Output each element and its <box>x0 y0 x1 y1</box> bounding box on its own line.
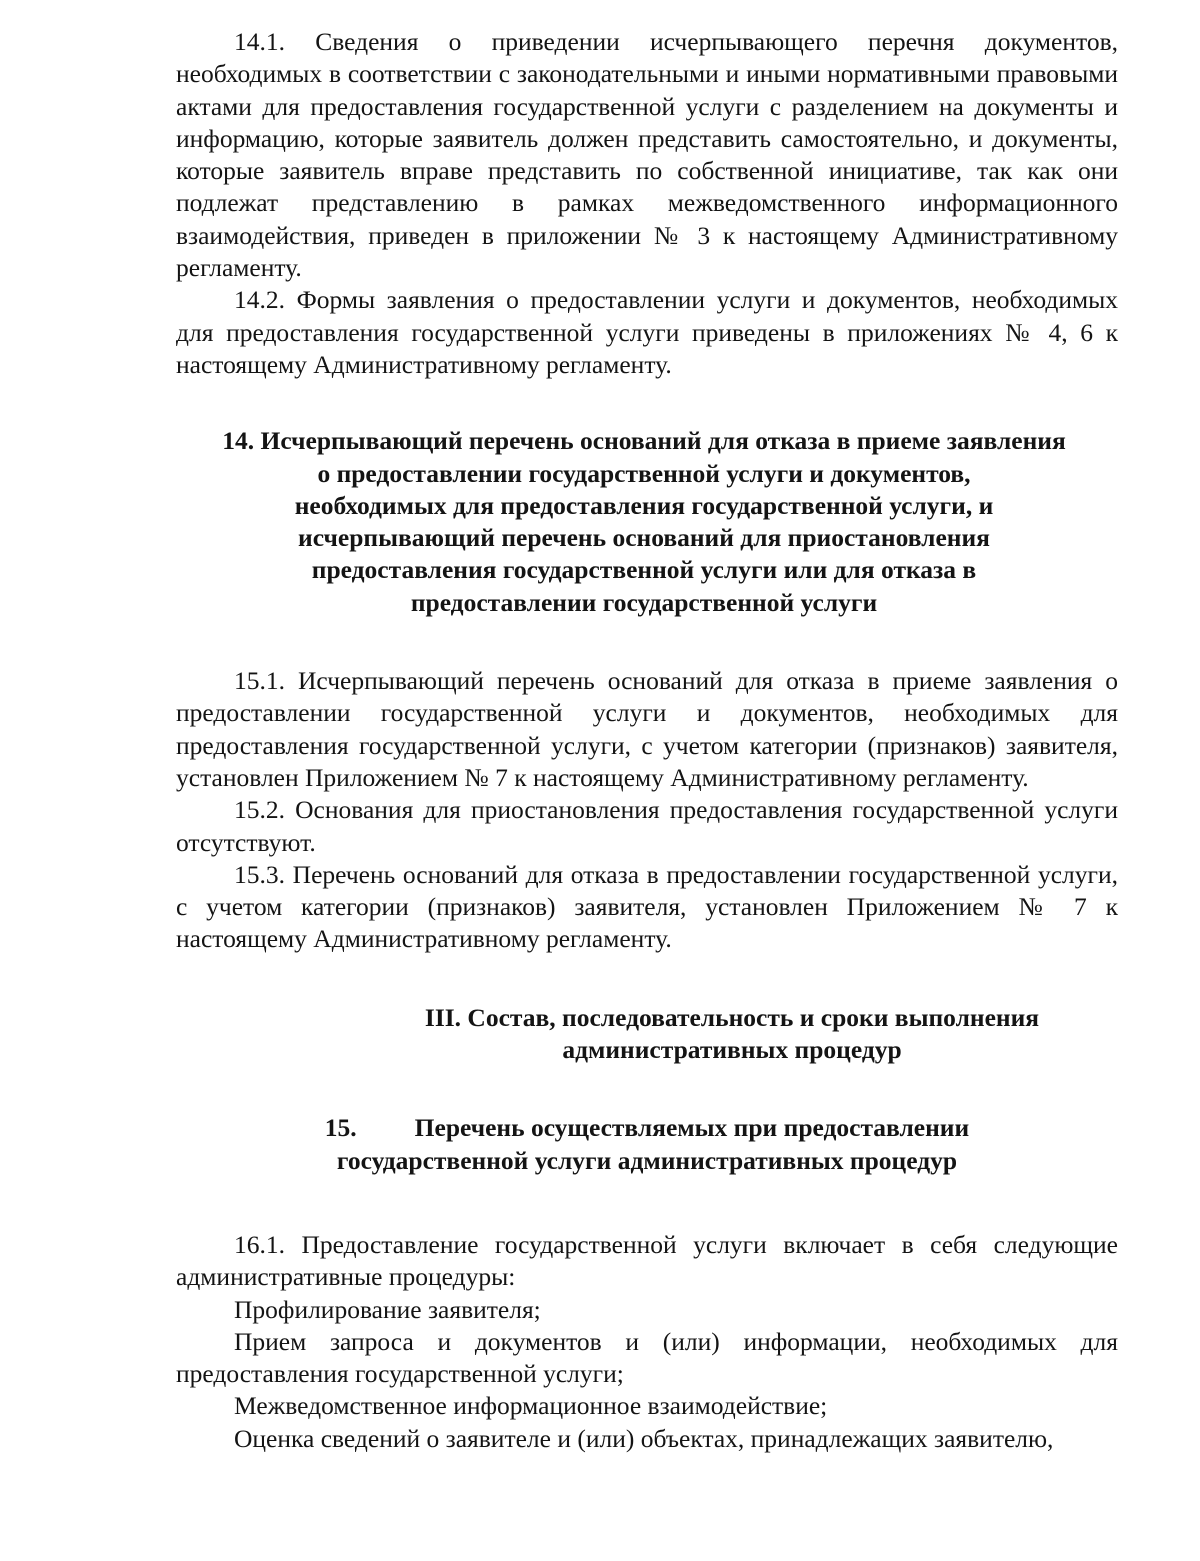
heading-line: исчерпывающий перечень оснований для приостановления <box>298 523 990 553</box>
heading-text: Перечень осуществляемых при предоставлении <box>414 1113 970 1143</box>
heading-line: о предоставлении государственной услуги и документов, <box>317 458 971 488</box>
section-heading-14 <box>170 425 1118 619</box>
paragraph-16-1: 16.1. Предоставление государственной услуги включает в себя следующие административные процедуры: <box>176 1229 1118 1292</box>
heading-line: предоставлении государственной услуги <box>410 587 878 617</box>
section-heading-15 <box>176 1112 1118 1177</box>
list-item: Прием запроса и документов и (или) информации, необходимых для предоставления государственной услуги; <box>176 1326 1118 1389</box>
heading-line: 14. Исчерпывающий перечень оснований для отказа в приеме заявления <box>222 426 1066 456</box>
heading-line: государственной услуги административных процедур <box>336 1145 958 1175</box>
paragraph-15-3: 15.3. Перечень оснований для отказа в предоставлении государственной услуги, с учетом категории (признаков) заявителя, установлен Приложением № 7 к настоящему Административному регламенту. <box>176 859 1118 954</box>
heading-line: необходимых для предоставления государственной услуги, и <box>294 490 994 520</box>
paragraph-15-2: 15.2. Основания для приостановления предоставления государственной услуги отсутствуют. <box>176 795 1118 857</box>
heading-line: административных процедур <box>562 1035 902 1065</box>
paragraph-14-2: 14.2. Формы заявления о предоставлении услуги и документов, необходимых для предоставления государственной услуги приведены в приложениях № 4, 6 к настоящему Административному регламенту. <box>176 285 1118 379</box>
heading-line: предоставления государственной услуги или для отказа в <box>311 555 977 585</box>
heading-line <box>176 1112 1118 1144</box>
list-item: Межведомственное информационное взаимодействие; <box>234 1391 828 1421</box>
heading-line: III. Состав, последовательность и сроки выполнения <box>424 1002 1040 1032</box>
section-16-body <box>176 1229 1118 1455</box>
paragraph-15-1: 15.1. Исчерпывающий перечень оснований для отказа в приеме заявления о предоставлении государственной услуги и документов, необходимых для предоставления государственной услуги, с учетом категории (признаков) заявителя, установлен Приложением № 7 к настоящему Административному регламенту. <box>176 666 1118 792</box>
list-item: Профилирование заявителя; <box>234 1294 541 1324</box>
paragraph-14-1: 14.1. Сведения о приведении исчерпывающего перечня документов, необходимых в соответствии с законодательными и иными нормативными правовыми актами для предоставления государственной услуги с разделением на документы и информацию, которые заявитель должен представить самостоятельно, и документы, которые заявитель вправе представить по собственной инициативе, так как они подлежат представлению в рамках межведомственного информационного взаимодействия, приведен в приложении № 3 к настоящему Административному регламенту. <box>176 27 1118 283</box>
list-item: Оценка сведений о заявителе и (или) объектах, принадлежащих заявителю, <box>234 1423 1054 1453</box>
chapter-heading-III <box>176 1002 1118 1067</box>
section-15-body <box>176 665 1118 956</box>
heading-number: 15. <box>324 1113 357 1143</box>
